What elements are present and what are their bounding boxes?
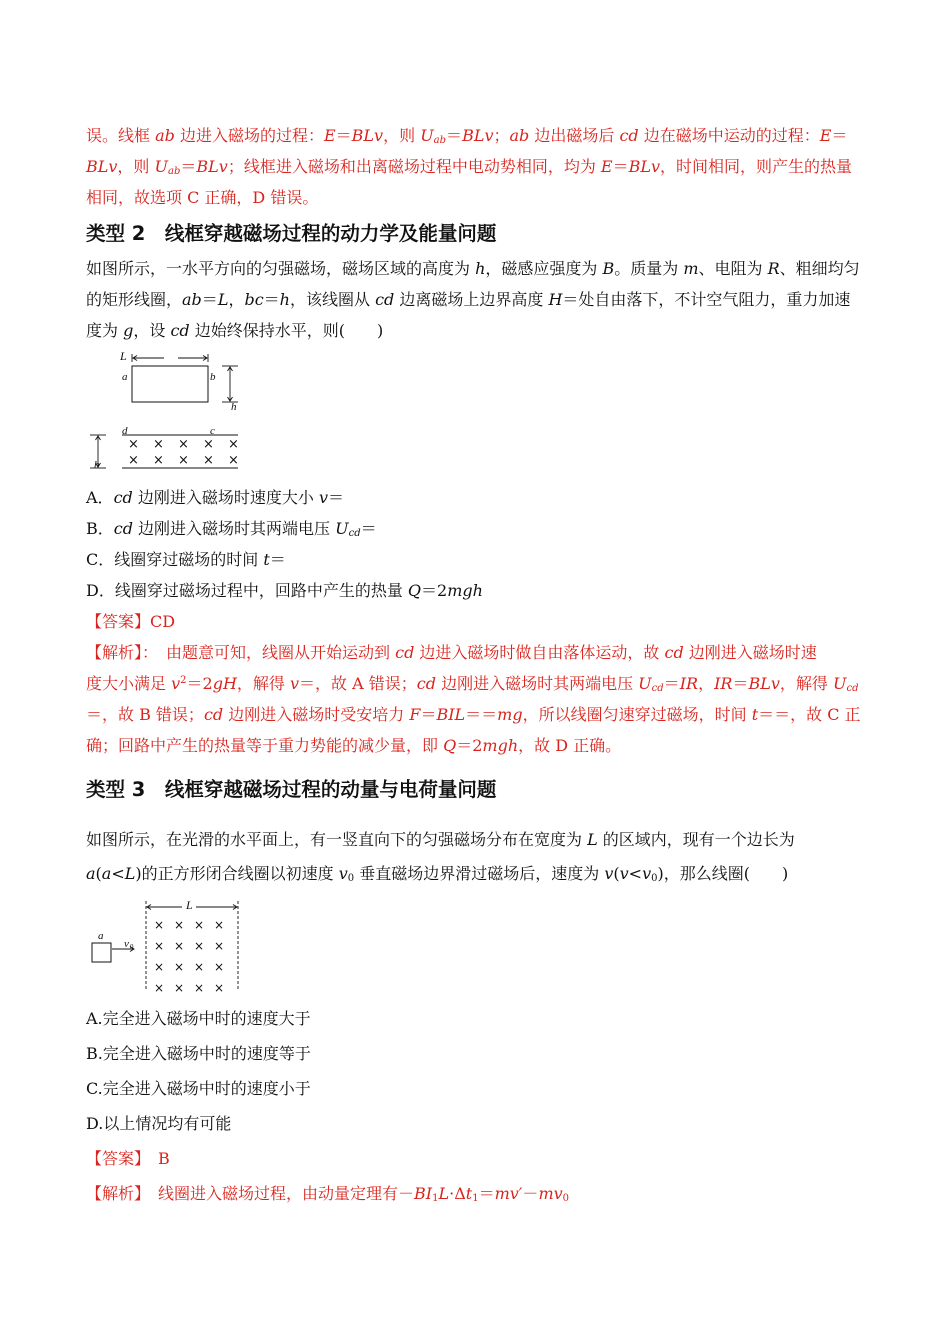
type3-analysis: 【解析】 线圈进入磁场过程，由动量定理有$-BI_1L\cdot\Delta t_1=mv'-mv_0$: [86, 1184, 570, 1204]
square-coil-field-figure: [86, 897, 256, 997]
svg-text:×: ×: [154, 939, 165, 953]
svg-text:×: ×: [214, 918, 225, 932]
type2-option-a: A．cd 边刚进入磁场时速度大小 v＝: [86, 488, 345, 507]
svg-text:×: ×: [154, 918, 165, 932]
prev-analysis-line-1: 误。线框 ab 边进入磁场的过程：E＝BLv，则 $U_{ab}=BLv$；ab 边出磁场后 cd 边在磁场中运动的过程：E＝: [86, 126, 848, 146]
svg-text:×: ×: [128, 437, 139, 452]
type2-question-stem: 如图所示，一水平方向的匀强磁场，磁场区域的高度为 h，磁感应强度为 B。质量为 m、电阻为 R、粗细均匀的矩形线圈，ab＝L，bc＝h，该线圈从 cd 边离磁场上边界高度 H＝处自由落下，不计空气阻力，重力加速度为 g，设 cd 边始终保持水平，则( ): [86, 259, 860, 340]
label-a: a: [122, 371, 128, 383]
type3-option-a: A.完全进入磁场中时的速度大于: [86, 1009, 311, 1028]
svg-text:×: ×: [178, 453, 189, 468]
type2-option-b: B．cd 边刚进入磁场时其两端电压 $U_{cd}=$: [86, 519, 377, 539]
label-c: c: [210, 425, 215, 437]
type3-option-b: B.完全进入磁场中时的速度等于: [86, 1044, 311, 1063]
svg-text:×: ×: [194, 939, 205, 953]
label-L: L: [186, 898, 193, 912]
document-page: [86, 120, 866, 1211]
svg-text:×: ×: [153, 437, 164, 452]
svg-text:×: ×: [228, 453, 239, 468]
label-v0: v: [124, 938, 129, 950]
section-heading-type2: 类型 2 线框穿越磁场过程的动力学及能量问题: [86, 222, 497, 245]
prev-analysis-line-3: 相同，故选项 C 正确，D 错误。: [86, 188, 319, 207]
label-L: L: [120, 350, 127, 363]
svg-text:0: 0: [130, 943, 134, 951]
svg-text:×: ×: [154, 960, 165, 974]
magnetic-field-crosses: [128, 437, 239, 468]
label-b: b: [210, 371, 216, 383]
svg-text:×: ×: [214, 981, 225, 995]
svg-text:×: ×: [194, 960, 205, 974]
label-h-field: h: [94, 459, 100, 471]
svg-text:×: ×: [174, 981, 185, 995]
type3-option-d: D.以上情况均有可能: [86, 1114, 232, 1133]
svg-text:×: ×: [214, 960, 225, 974]
svg-text:×: ×: [203, 453, 214, 468]
svg-text:×: ×: [214, 939, 225, 953]
svg-text:×: ×: [154, 981, 165, 995]
type2-answer: 【答案】CD: [86, 612, 176, 631]
coil-above-field-figure: [86, 350, 256, 480]
type2-option-c: C．线圈穿过磁场的时间 t＝: [86, 550, 286, 569]
square-coil: [92, 943, 111, 962]
section-heading-type3: 类型 3 线框穿越磁场过程的动量与电荷量问题: [86, 778, 497, 801]
svg-text:×: ×: [128, 453, 139, 468]
magnetic-field-crosses: [154, 918, 224, 995]
type3-option-c: C.完全进入磁场中时的速度小于: [86, 1079, 311, 1098]
type2-analysis: 【解析】： 由题意可知，线圈从开始运动到 cd 边进入磁场时做自由落体运动，故 cd 边刚进入磁场时速 度大小满足 $v^2=2gH$，解得 v＝，故 A 错误；cd 边刚进入磁场时其两端电压 $U_{cd}=IR$，IR＝BLv，解得 $U_{cd}$ ＝，故 B 错误；cd 边刚进入磁场时受安培力 F＝BIL＝＝mg，所以线圈匀速穿过磁场，时间 t＝＝，故 C 正 确；回路中产生的热量等于重力势能的减少量，即 Q＝2mgh，故 D 正确。: [86, 643, 861, 755]
svg-text:×: ×: [153, 453, 164, 468]
svg-text:×: ×: [194, 918, 205, 932]
label-a: a: [98, 930, 104, 942]
label-d: d: [122, 425, 128, 437]
svg-text:×: ×: [178, 437, 189, 452]
svg-text:×: ×: [174, 960, 185, 974]
type2-option-d: D．线圈穿过磁场过程中，回路中产生的热量 Q＝2mgh: [86, 581, 483, 600]
svg-text:×: ×: [194, 981, 205, 995]
type3-question-stem: 如图所示，在光滑的水平面上，有一竖直向下的匀强磁场分布在宽度为 L 的区域内，现有一个边长为 a(a<L)的正方形闭合线圈以初速度 $v_0$ 垂直磁场边界滑过磁场后，速度为 $v(v<v_0)$，那么线圈( ): [86, 830, 795, 884]
type3-answer: 【答案】 B: [86, 1149, 170, 1168]
svg-text:×: ×: [174, 918, 185, 932]
svg-text:×: ×: [228, 437, 239, 452]
prev-analysis-line-2: BLv，则 $U_{ab}=BLv$；线框进入磁场和出离磁场过程中电动势相同，均为 E＝BLv，时间相同，则产生的热量: [86, 157, 853, 177]
svg-text:×: ×: [174, 939, 185, 953]
rectangular-coil: [132, 366, 208, 402]
label-h-coil: h: [231, 401, 237, 413]
svg-text:×: ×: [203, 437, 214, 452]
